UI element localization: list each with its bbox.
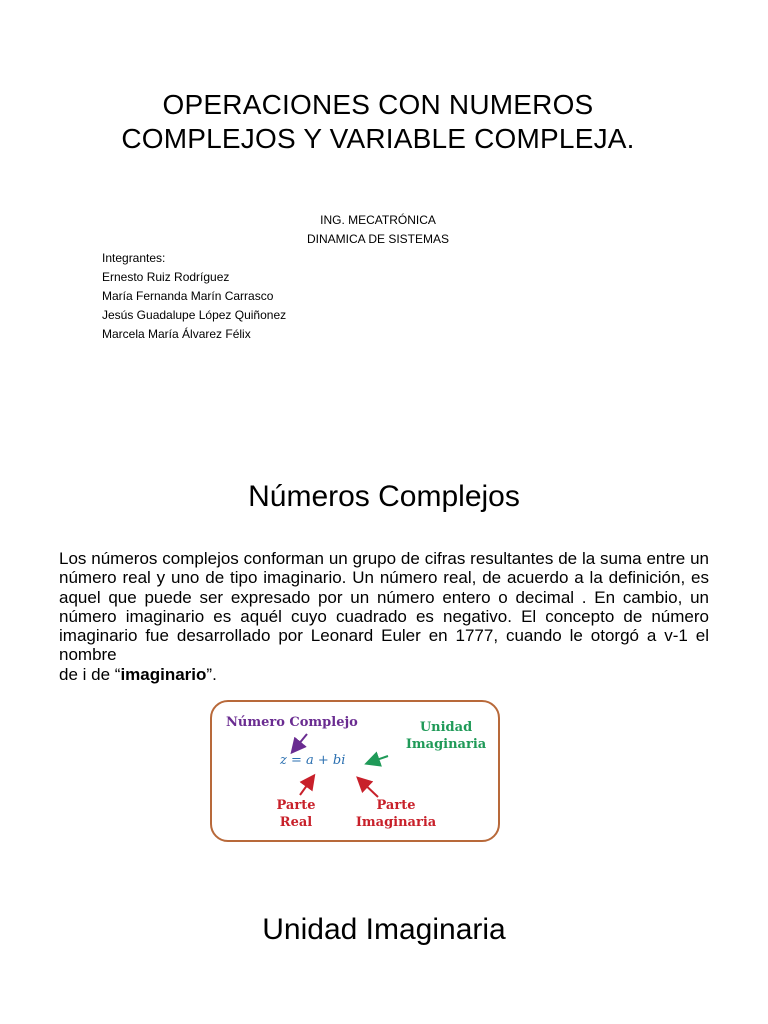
member-name: Jesús Guadalupe López Quiñonez [102, 308, 287, 322]
paragraph-last-line [59, 665, 709, 684]
section-heading-complex-numbers: Números Complejos [248, 480, 520, 513]
member-name: Marcela María Álvarez Félix [102, 327, 251, 341]
document-title: OPERACIONES CON NUMEROS COMPLEJOS Y VARIABLE COMPLEJA. [121, 89, 635, 154]
diagram-label-imaginary-unit [396, 719, 496, 753]
course-line: DINAMICA DE SISTEMAS [306, 232, 450, 246]
member-name: María Fernanda Marín Carrasco [102, 289, 274, 303]
real-line-2: Real [279, 815, 313, 830]
paragraph-body: Los números complejos conforman un grupo de cifras resultantes de la suma entre un número real y uno de tipo imaginario. Un número real, de acuerdo a la definición, es aquel que puede ser expresado por un número entero o decimal . En cambio, un número imaginario es aquél cuyo cuadrado es negativo. El concepto de número imaginario fue desarrollado por Leonard Euler en 1777, cuando le otorgó a v-1 el nombre [59, 549, 709, 665]
real-line-1: Parte [276, 798, 316, 813]
members-label: Integrantes: [102, 251, 166, 265]
unit-line-2: Imaginaria [405, 737, 487, 752]
section-heading-imaginary-unit: Unidad Imaginaria [262, 913, 506, 946]
complex-numbers-paragraph [59, 549, 709, 684]
imag-line-2: Imaginaria [355, 815, 437, 830]
career-line: ING. MECATRÓNICA [320, 213, 436, 227]
diagram-label-complex-number: Número Complejo [226, 715, 358, 730]
member-name: Ernesto Ruiz Rodríguez [102, 270, 230, 284]
paragraph-tail-bold: imaginario [120, 664, 207, 684]
members-list [102, 249, 286, 344]
unit-line-1: Unidad [419, 720, 473, 735]
diagram-label-imaginary-part [344, 797, 448, 831]
imag-line-1: Parte [376, 798, 416, 813]
paragraph-tail-prefix: de i de “ [59, 664, 121, 684]
formula: z = a + bi [280, 753, 346, 768]
diagram-label-real-part [262, 797, 330, 831]
paragraph-tail-suffix: ”. [206, 664, 217, 684]
